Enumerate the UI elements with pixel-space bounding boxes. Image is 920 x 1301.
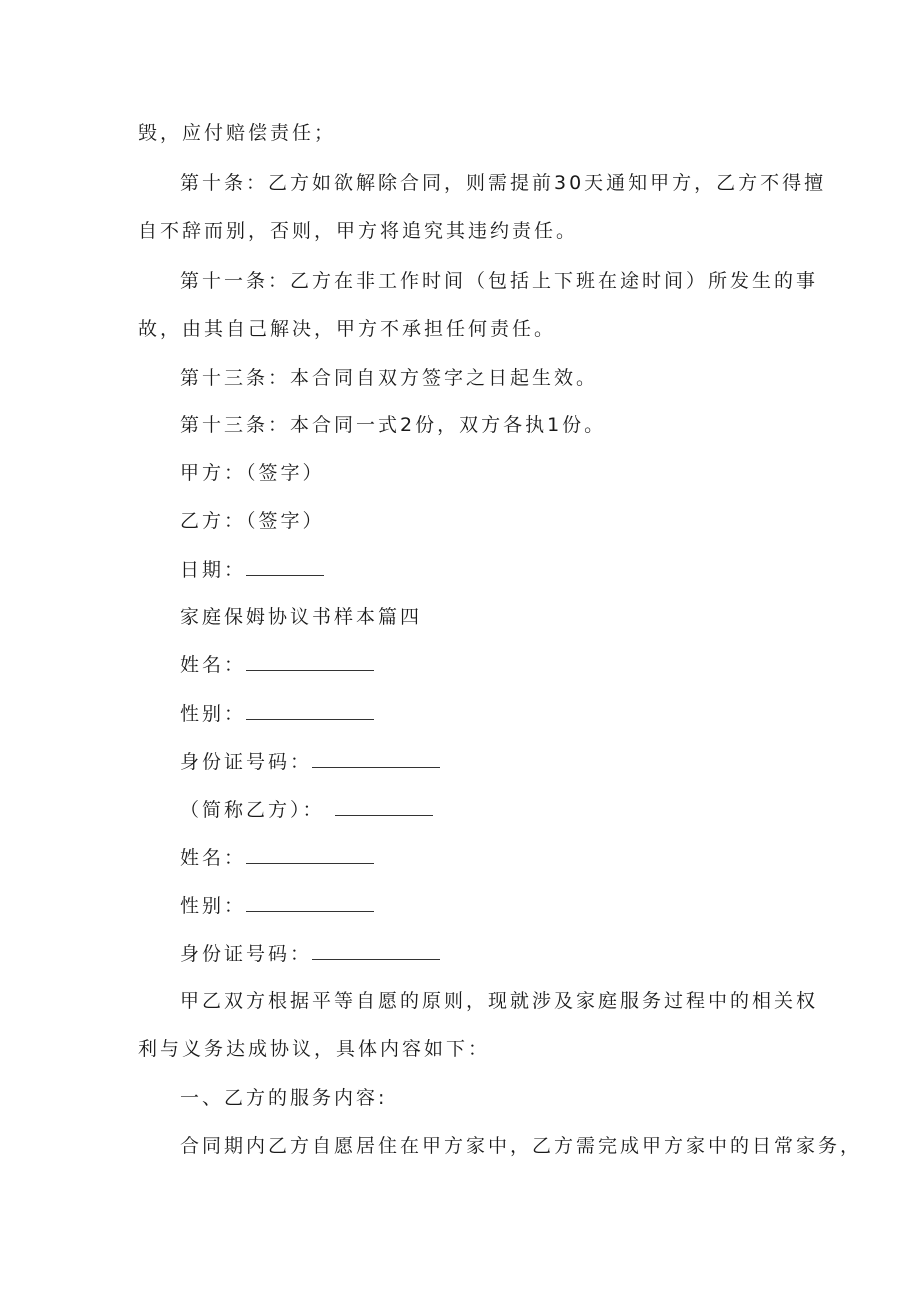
section-heading: 家庭保姆协议书样本篇四 — [180, 606, 423, 628]
abbreviation-label: （简称乙方）： — [180, 799, 325, 821]
name-label: 姓名： — [180, 847, 247, 869]
name-row — [180, 652, 374, 677]
text-line: 第十三条：本合同自双方签字之日起生效。 — [180, 367, 599, 389]
text-line: 故，由其自己解决，甲方不承担任何责任。 — [138, 318, 557, 340]
text-line: 利与义务达成协议，具体内容如下： — [138, 1038, 491, 1060]
gender-row — [180, 701, 374, 726]
signature-party-b: 乙方：（签字） — [180, 510, 325, 532]
text-line: 第十条：乙方如欲解除合同，则需提前30天通知甲方，乙方不得擅 — [180, 172, 827, 194]
abbreviation-row — [180, 797, 433, 822]
gender-row — [180, 893, 374, 918]
text-line: 合同期内乙方自愿居住在甲方家中，乙方需完成甲方家中的日常家务， — [180, 1135, 863, 1157]
id-number-row — [180, 941, 440, 966]
id-number-blank — [312, 941, 440, 960]
gender-label: 性别： — [180, 895, 247, 917]
text-line: 甲乙双方根据平等自愿的原则，现就涉及家庭服务过程中的相关权 — [180, 990, 819, 1012]
date-row — [180, 557, 324, 582]
text-line: 第十一条：乙方在非工作时间（包括上下班在途时间）所发生的事 — [180, 270, 819, 292]
signature-party-a: 甲方：（签字） — [180, 462, 325, 484]
name-blank — [246, 652, 374, 671]
date-blank — [246, 557, 324, 576]
date-label: 日期： — [180, 559, 247, 581]
section-heading: 一、乙方的服务内容: — [180, 1087, 388, 1109]
text-line: 第十三条：本合同一式2份，双方各执1份。 — [180, 414, 607, 436]
id-number-label: 身份证号码： — [180, 751, 313, 773]
name-row — [180, 845, 374, 870]
gender-label: 性别： — [180, 703, 247, 725]
abbreviation-blank — [335, 797, 433, 816]
text-line: 自不辞而别，否则，甲方将追究其违约责任。 — [138, 220, 579, 242]
name-blank — [246, 845, 374, 864]
gender-blank — [246, 701, 374, 720]
id-number-label: 身份证号码： — [180, 943, 313, 965]
id-number-blank — [312, 749, 440, 768]
text-line: 毁，应付赔偿责任； — [138, 122, 337, 144]
id-number-row — [180, 749, 440, 774]
name-label: 姓名： — [180, 654, 247, 676]
gender-blank — [246, 893, 374, 912]
